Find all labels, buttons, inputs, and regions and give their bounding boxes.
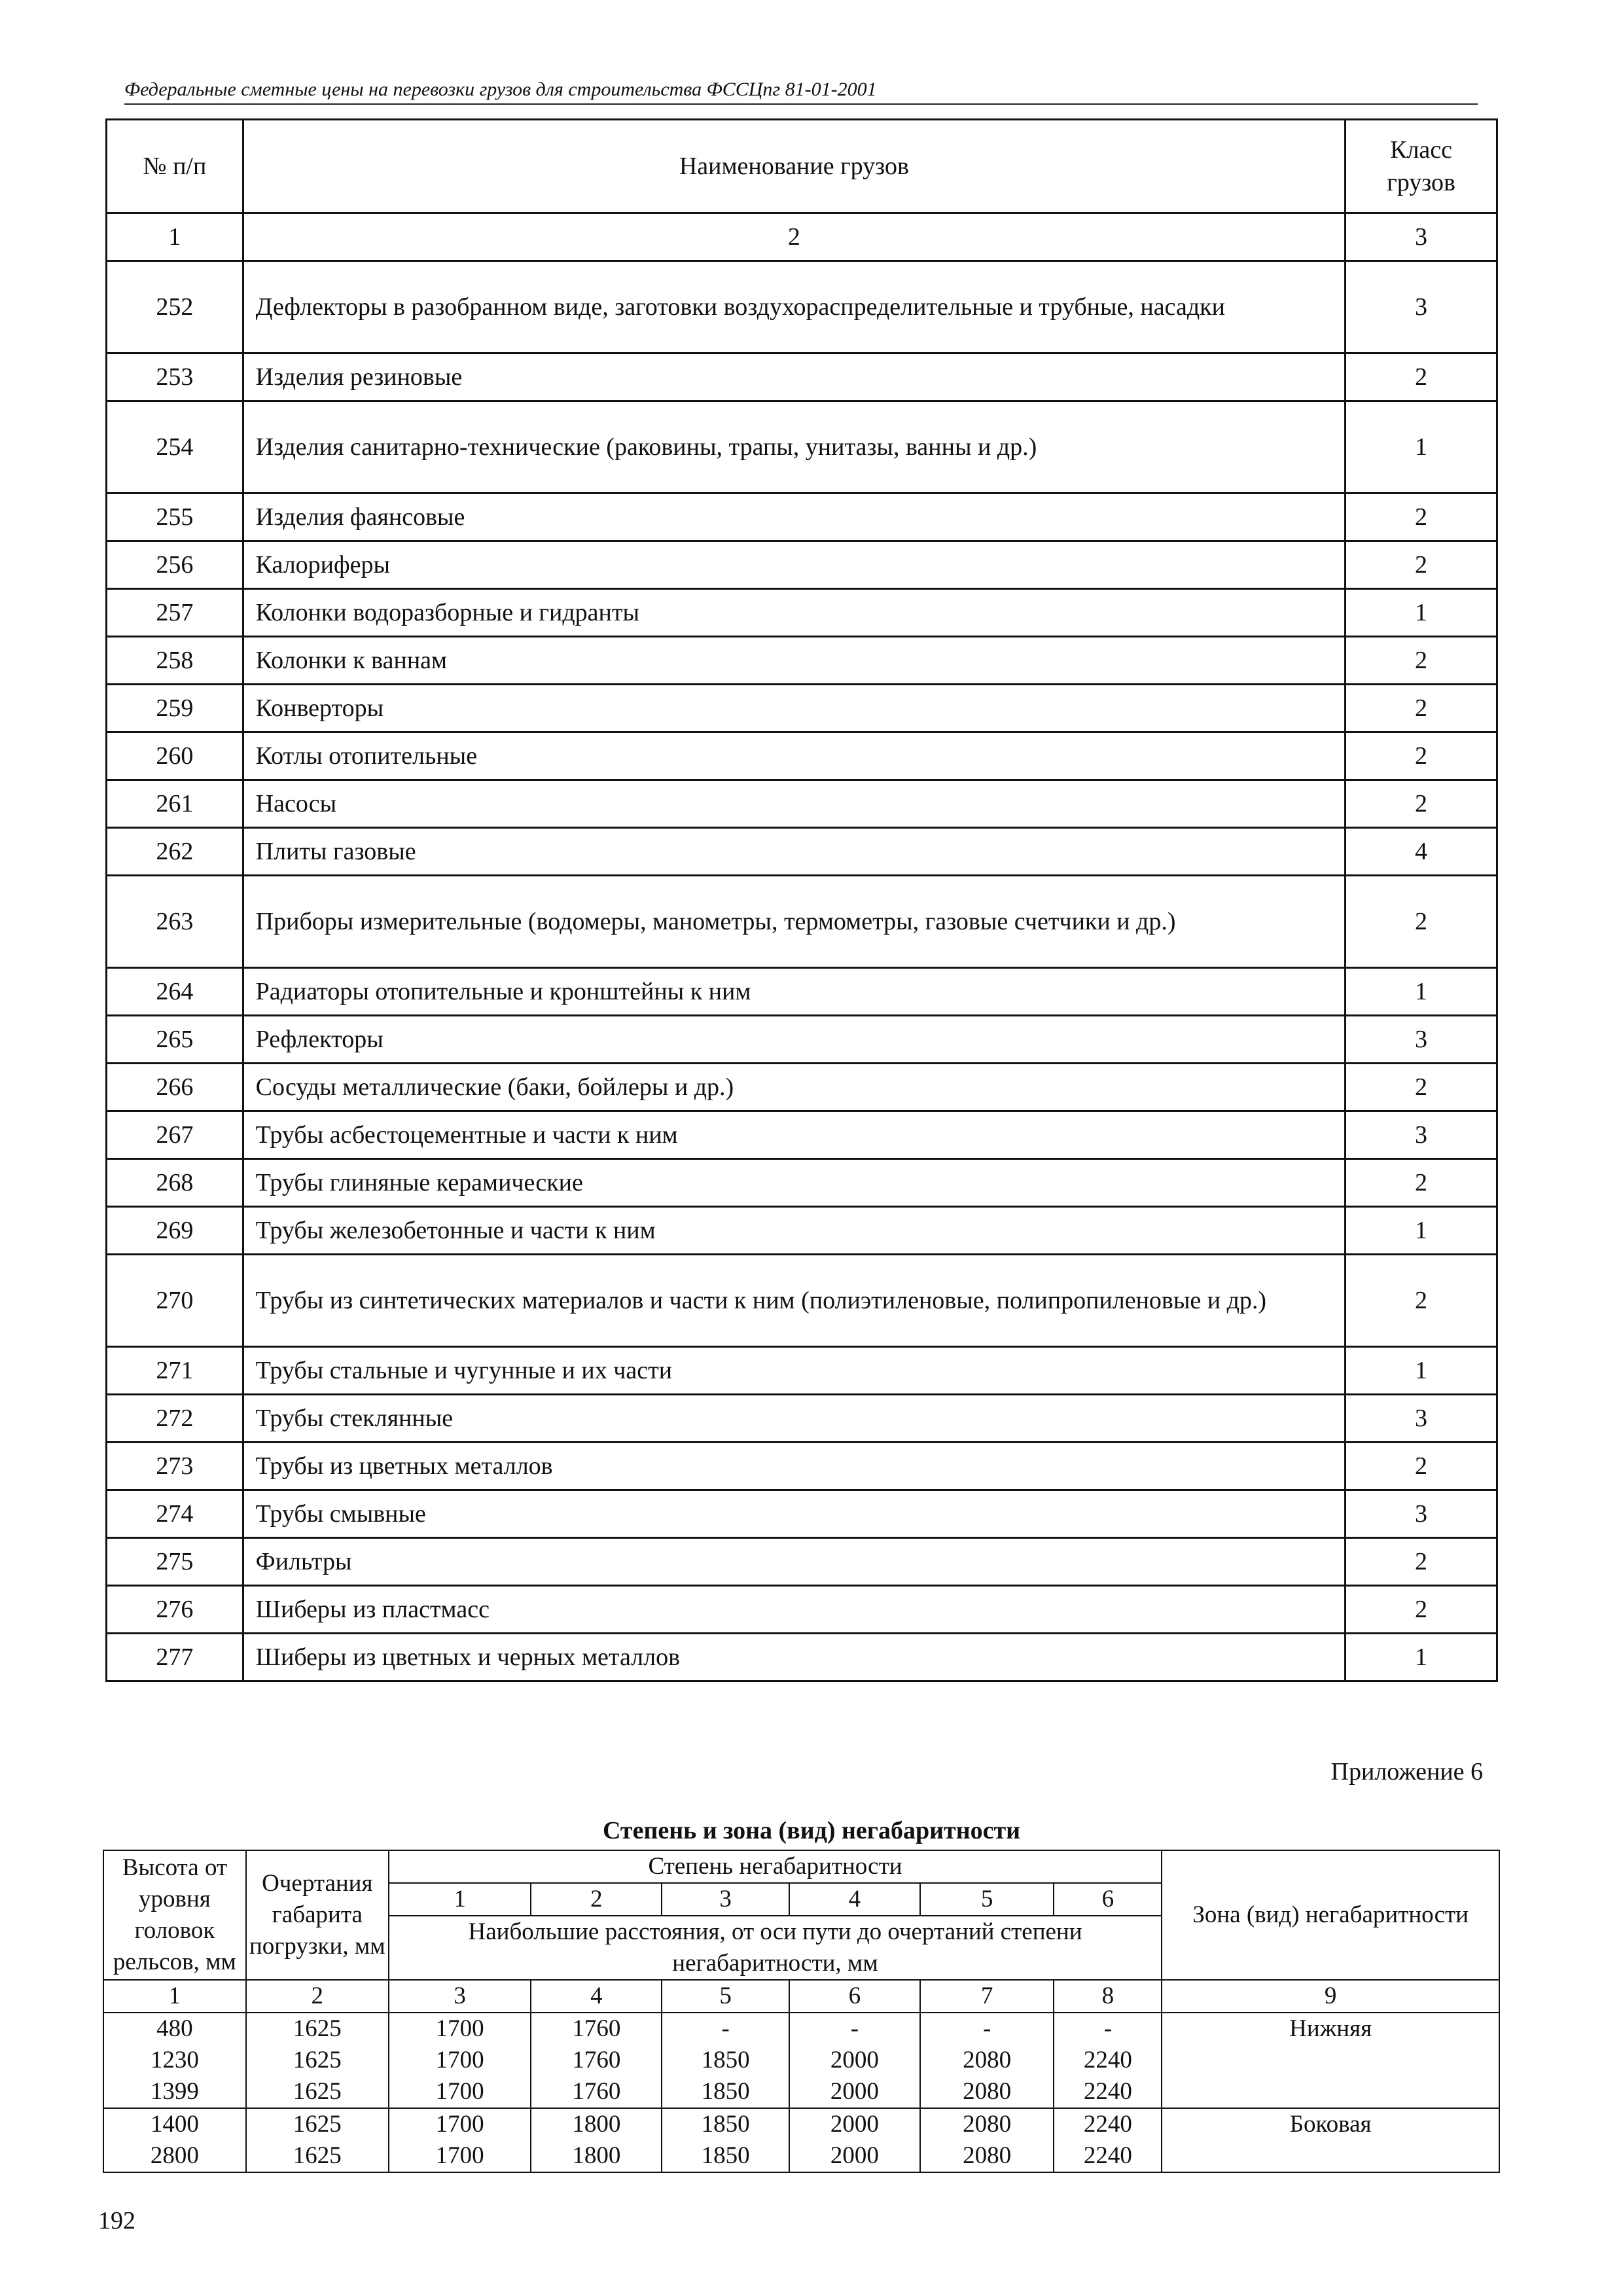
cargo-name: Трубы глиняные керамические — [243, 1159, 1345, 1207]
column-number: 4 — [531, 1980, 662, 2013]
cargo-name: Плиты газовые — [243, 828, 1345, 876]
oversize-table-title: Степень и зона (вид) негабаритности — [602, 1817, 1021, 1844]
cargo-class: 1 — [1346, 589, 1497, 637]
cargo-name: Трубы железобетонные и части к ним — [243, 1207, 1345, 1255]
table-cell: 2000 — [789, 2108, 920, 2140]
cargo-number: 255 — [107, 493, 243, 541]
table-cell: 2000 — [789, 2076, 920, 2108]
column-number: 3 — [1346, 213, 1497, 261]
cargo-number: 254 — [107, 401, 243, 493]
table-cell: 1230 — [103, 2045, 246, 2076]
table-row — [107, 541, 1497, 589]
column-number: 2 — [243, 213, 1345, 261]
cargo-class: 1 — [1346, 401, 1497, 493]
table-cell: 2080 — [920, 2045, 1054, 2076]
cargo-number: 256 — [107, 541, 243, 589]
cargo-number: 272 — [107, 1395, 243, 1443]
header-oversize-degree: Степень негабаритности — [389, 1850, 1162, 1883]
column-number: 7 — [920, 1980, 1054, 2013]
table-cell: 1850 — [662, 2140, 789, 2172]
table-row — [107, 637, 1497, 685]
column-number: 5 — [662, 1980, 789, 2013]
table-cell: 1760 — [531, 2045, 662, 2076]
cargo-name: Трубы из синтетических материалов и части к ним (полиэтиленовые, полипропиленовые и др.) — [243, 1255, 1345, 1347]
table-cell: - — [662, 2013, 789, 2045]
cargo-name: Трубы асбестоцементные и части к ним — [243, 1111, 1345, 1159]
table-cell: 1625 — [246, 2140, 389, 2172]
cargo-name: Приборы измерительные (водомеры, манометры, термометры, газовые счетчики и др.) — [243, 876, 1345, 968]
column-number: 1 — [107, 213, 243, 261]
cargo-number: 252 — [107, 261, 243, 353]
oversize-zone-cell: Боковая — [1162, 2108, 1499, 2140]
cargo-name: Дефлекторы в разобранном виде, заготовки воздухораспределительные и трубные, насадки — [243, 261, 1345, 353]
table-cell: 1850 — [662, 2108, 789, 2140]
column-number: 9 — [1162, 1980, 1499, 2013]
cargo-class: 3 — [1346, 1016, 1497, 1064]
table-row — [107, 1255, 1497, 1347]
oversize-degree-table — [103, 1850, 1500, 2173]
cargo-class: 2 — [1346, 1443, 1497, 1490]
cargo-class: 3 — [1346, 1395, 1497, 1443]
table-row — [107, 968, 1497, 1016]
cargo-number: 259 — [107, 685, 243, 732]
cargo-class: 4 — [1346, 828, 1497, 876]
table-row — [107, 1443, 1497, 1490]
cargo-number: 277 — [107, 1634, 243, 1681]
table-row — [107, 1347, 1497, 1395]
table-cell: 1399 — [103, 2076, 246, 2108]
table-cell: 1850 — [662, 2045, 789, 2076]
table-row — [103, 2045, 1499, 2076]
cargo-class: 2 — [1346, 876, 1497, 968]
table-row — [107, 780, 1497, 828]
cargo-class: 3 — [1346, 1490, 1497, 1538]
table-cell: 2080 — [920, 2108, 1054, 2140]
table-cell: 2000 — [789, 2140, 920, 2172]
table-row — [103, 2013, 1499, 2045]
table-cell: 1400 — [103, 2108, 246, 2140]
cargo-name: Конверторы — [243, 685, 1345, 732]
table-cell: 1850 — [662, 2076, 789, 2108]
table-row — [107, 1207, 1497, 1255]
header-max-distances: Наибольшие расстояния, от оси пути до очертаний степени негабаритности, мм — [389, 1916, 1162, 1980]
table-cell: - — [1054, 2013, 1162, 2045]
table-cell: 1700 — [389, 2045, 531, 2076]
table-cell: 1760 — [531, 2013, 662, 2045]
column-number: 3 — [389, 1980, 531, 2013]
cargo-class: 2 — [1346, 1255, 1497, 1347]
cargo-name: Колонки водоразборные и гидранты — [243, 589, 1345, 637]
cargo-class: 2 — [1346, 1064, 1497, 1111]
cargo-number: 265 — [107, 1016, 243, 1064]
table-cell: - — [920, 2013, 1054, 2045]
table-cell: 2240 — [1054, 2108, 1162, 2140]
table-cell: - — [789, 2013, 920, 2045]
table-cell: 2080 — [920, 2140, 1054, 2172]
table-cell: 1625 — [246, 2108, 389, 2140]
cargo-table-column-numbers — [107, 213, 1497, 261]
cargo-name: Трубы стальные и чугунные и их части — [243, 1347, 1345, 1395]
cargo-name: Шиберы из цветных и черных металлов — [243, 1634, 1345, 1681]
column-number: 8 — [1054, 1980, 1162, 2013]
table-cell: 2800 — [103, 2140, 246, 2172]
cargo-number: 266 — [107, 1064, 243, 1111]
table-cell: 1800 — [531, 2140, 662, 2172]
cargo-number: 264 — [107, 968, 243, 1016]
table-cell: 1625 — [246, 2045, 389, 2076]
cargo-class: 2 — [1346, 637, 1497, 685]
table-row — [107, 353, 1497, 401]
header-loading-outline: Очертания габарита погрузки, мм — [246, 1850, 389, 1980]
table-cell: 1625 — [246, 2013, 389, 2045]
cargo-number: 270 — [107, 1255, 243, 1347]
table-row — [107, 1016, 1497, 1064]
table-cell: 1700 — [389, 2108, 531, 2140]
table-row — [107, 1490, 1497, 1538]
header-cargo-class: Класс грузов — [1346, 120, 1497, 213]
cargo-number: 274 — [107, 1490, 243, 1538]
degree-number: 1 — [389, 1883, 531, 1916]
running-header: Федеральные сметные цены на перевозки грузов для строительства ФССЦпг 81-01-2001 — [124, 77, 1478, 105]
column-number: 1 — [103, 1980, 246, 2013]
cargo-class: 2 — [1346, 780, 1497, 828]
cargo-class: 2 — [1346, 1586, 1497, 1634]
table-row — [107, 685, 1497, 732]
table-cell: 480 — [103, 2013, 246, 2045]
cargo-name: Радиаторы отопительные и кронштейны к ним — [243, 968, 1345, 1016]
cargo-name: Изделия санитарно-технические (раковины, трапы, унитазы, ванны и др.) — [243, 401, 1345, 493]
table-row — [107, 493, 1497, 541]
cargo-class: 2 — [1346, 541, 1497, 589]
cargo-table-header — [107, 120, 1497, 213]
appendix-label: Приложение 6 — [1330, 1758, 1483, 1785]
oversize-zone-cell — [1162, 2045, 1499, 2076]
cargo-number: 263 — [107, 876, 243, 968]
table-cell: 2240 — [1054, 2045, 1162, 2076]
cargo-name: Изделия резиновые — [243, 353, 1345, 401]
cargo-name: Трубы смывные — [243, 1490, 1345, 1538]
cargo-class: 2 — [1346, 1538, 1497, 1586]
table-row — [103, 2076, 1499, 2108]
table-row — [107, 401, 1497, 493]
degree-number: 2 — [531, 1883, 662, 1916]
header-cargo-name: Наименование грузов — [243, 120, 1345, 213]
cargo-number: 268 — [107, 1159, 243, 1207]
table-cell: 1700 — [389, 2076, 531, 2108]
table-row — [107, 1111, 1497, 1159]
table-row — [107, 1395, 1497, 1443]
oversize-zone-cell — [1162, 2140, 1499, 2172]
cargo-number: 276 — [107, 1586, 243, 1634]
cargo-class: 2 — [1346, 353, 1497, 401]
table-cell: 1700 — [389, 2013, 531, 2045]
oversize-column-numbers — [103, 1980, 1499, 2013]
cargo-class: 1 — [1346, 1347, 1497, 1395]
cargo-number: 257 — [107, 589, 243, 637]
oversize-zone-cell — [1162, 2076, 1499, 2108]
cargo-name: Шиберы из пластмасс — [243, 1586, 1345, 1634]
page-number: 192 — [98, 2207, 135, 2234]
cargo-number: 253 — [107, 353, 243, 401]
header-oversize-zone: Зона (вид) негабаритности — [1162, 1850, 1499, 1980]
cargo-class-table — [105, 118, 1498, 1682]
cargo-name: Изделия фаянсовые — [243, 493, 1345, 541]
table-cell: 1625 — [246, 2076, 389, 2108]
column-number: 6 — [789, 1980, 920, 2013]
table-row — [107, 732, 1497, 780]
table-row — [107, 261, 1497, 353]
cargo-class: 2 — [1346, 732, 1497, 780]
header-number: № п/п — [107, 120, 243, 213]
cargo-name: Рефлекторы — [243, 1016, 1345, 1064]
cargo-name: Калориферы — [243, 541, 1345, 589]
table-cell: 1700 — [389, 2140, 531, 2172]
table-row — [103, 2140, 1499, 2172]
degree-number: 4 — [789, 1883, 920, 1916]
table-cell: 2240 — [1054, 2140, 1162, 2172]
degree-number: 6 — [1054, 1883, 1162, 1916]
cargo-number: 260 — [107, 732, 243, 780]
degree-number: 3 — [662, 1883, 789, 1916]
table-cell: 2000 — [789, 2045, 920, 2076]
cargo-name: Колонки к ваннам — [243, 637, 1345, 685]
header-rail-height: Высота от уровня головок рельсов, мм — [103, 1850, 246, 1980]
oversize-zone-cell: Нижняя — [1162, 2013, 1499, 2045]
cargo-number: 275 — [107, 1538, 243, 1586]
cargo-name: Фильтры — [243, 1538, 1345, 1586]
table-cell: 1760 — [531, 2076, 662, 2108]
cargo-class: 2 — [1346, 493, 1497, 541]
table-row — [107, 828, 1497, 876]
cargo-name: Сосуды металлические (баки, бойлеры и др.) — [243, 1064, 1345, 1111]
cargo-class: 1 — [1346, 1634, 1497, 1681]
table-row — [107, 1159, 1497, 1207]
cargo-class: 3 — [1346, 1111, 1497, 1159]
cargo-number: 262 — [107, 828, 243, 876]
table-cell: 2240 — [1054, 2076, 1162, 2108]
cargo-name: Насосы — [243, 780, 1345, 828]
cargo-class: 3 — [1346, 261, 1497, 353]
cargo-name: Котлы отопительные — [243, 732, 1345, 780]
table-row — [107, 876, 1497, 968]
cargo-number: 269 — [107, 1207, 243, 1255]
column-number: 2 — [246, 1980, 389, 2013]
cargo-number: 258 — [107, 637, 243, 685]
table-cell: 2080 — [920, 2076, 1054, 2108]
cargo-class: 2 — [1346, 1159, 1497, 1207]
cargo-name: Трубы из цветных металлов — [243, 1443, 1345, 1490]
table-row — [107, 1634, 1497, 1681]
cargo-class: 2 — [1346, 685, 1497, 732]
table-row — [107, 1064, 1497, 1111]
table-row — [107, 1586, 1497, 1634]
cargo-name: Трубы стеклянные — [243, 1395, 1345, 1443]
cargo-number: 271 — [107, 1347, 243, 1395]
table-row — [107, 589, 1497, 637]
cargo-number: 267 — [107, 1111, 243, 1159]
cargo-number: 261 — [107, 780, 243, 828]
cargo-class: 1 — [1346, 968, 1497, 1016]
cargo-class: 1 — [1346, 1207, 1497, 1255]
table-cell: 1800 — [531, 2108, 662, 2140]
table-row — [107, 1538, 1497, 1586]
degree-number: 5 — [920, 1883, 1054, 1916]
table-row — [103, 2108, 1499, 2140]
cargo-number: 273 — [107, 1443, 243, 1490]
